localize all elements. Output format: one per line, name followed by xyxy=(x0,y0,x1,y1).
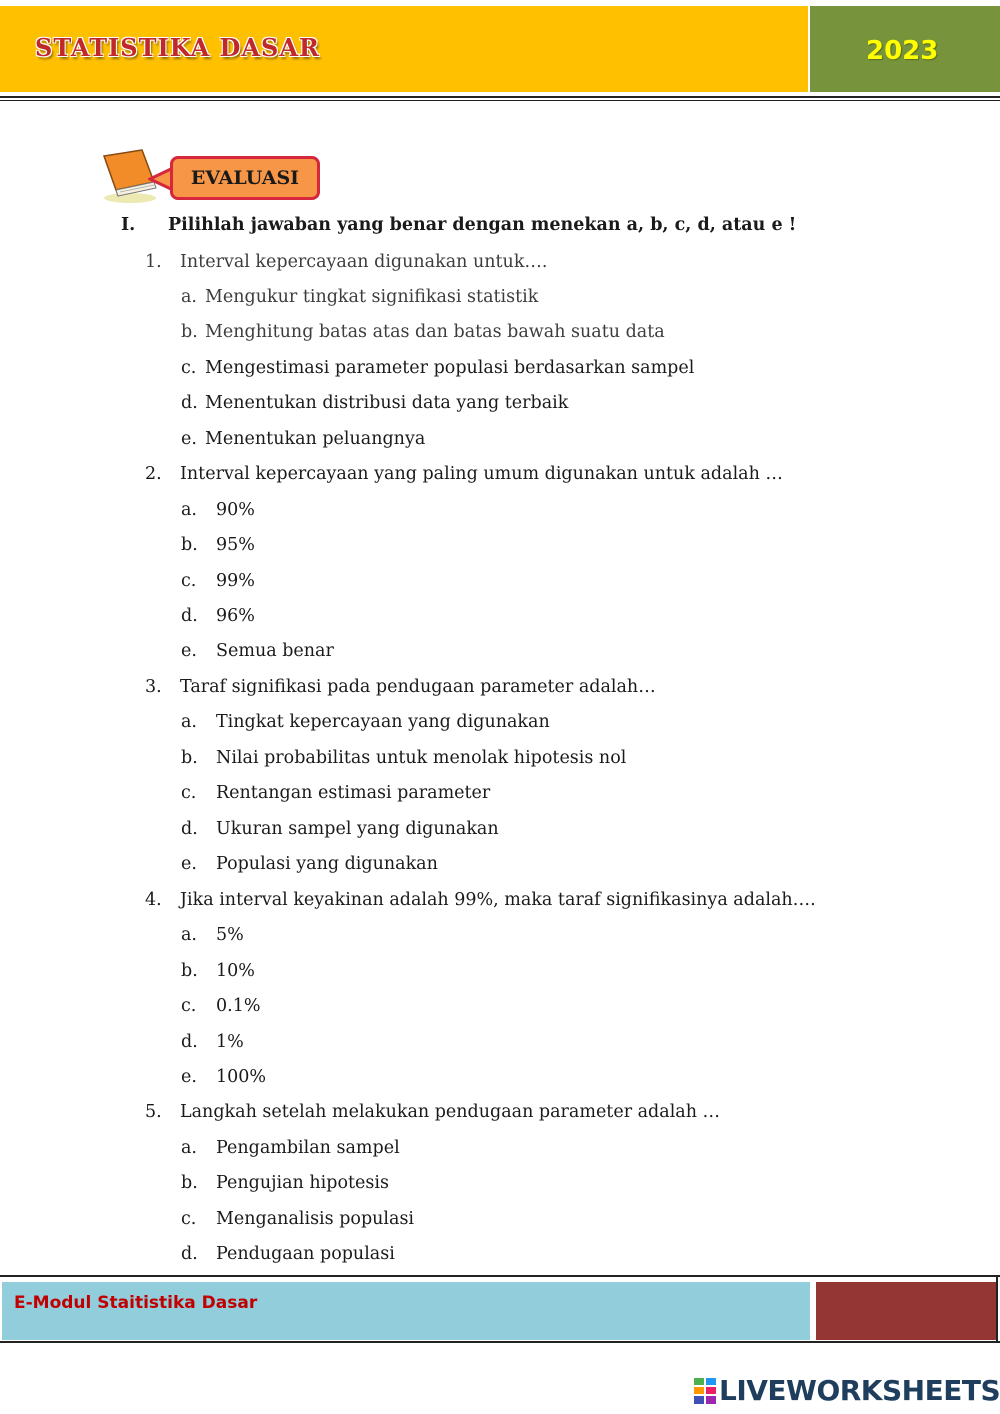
question-text: Interval kepercayaan yang paling umum digunakan untuk adalah … xyxy=(180,464,783,484)
option-text: Populasi yang digunakan xyxy=(216,854,438,874)
question-number: 2. xyxy=(145,464,162,484)
option-text: 5% xyxy=(216,925,244,945)
option-letter: e. xyxy=(181,429,197,449)
option-text: Mengukur tingkat signifikasi statistik xyxy=(205,287,539,307)
option-letter: b. xyxy=(181,1173,198,1193)
instruction-number: I. xyxy=(121,215,136,235)
option-letter: e. xyxy=(181,854,197,874)
option-text: Menganalisis populasi xyxy=(216,1209,415,1229)
option-text: Pengambilan sampel xyxy=(216,1138,400,1158)
option-text: 100% xyxy=(216,1067,267,1087)
option-letter: b. xyxy=(181,322,198,342)
option-text: 90% xyxy=(216,500,255,520)
option-letter: c. xyxy=(181,783,197,803)
question-text: Taraf signifikasi pada pendugaan parameter adalah… xyxy=(180,677,656,697)
option-letter: e. xyxy=(181,1067,197,1087)
question-number: 1. xyxy=(145,252,162,272)
option-letter: c. xyxy=(181,996,197,1016)
option-letter: c. xyxy=(181,571,197,591)
question-text: Langkah setelah melakukan pendugaan parameter adalah … xyxy=(180,1102,721,1122)
instruction-text: Pilihlah jawaban yang benar dengan menekan a, b, c, d, atau e ! xyxy=(168,215,797,235)
option-text: Nilai probabilitas untuk menolak hipotesis nol xyxy=(216,748,627,768)
option-text: 96% xyxy=(216,606,255,626)
option-letter: c. xyxy=(181,358,197,378)
option-letter: b. xyxy=(181,535,198,555)
option-text: Pendugaan populasi xyxy=(216,1244,395,1264)
option-letter: d. xyxy=(181,1244,198,1264)
header-year: 2023 xyxy=(866,36,939,66)
option-letter: e. xyxy=(181,641,197,661)
liveworksheets-text: LIVEWORKSHEETS xyxy=(719,1374,1000,1407)
footer-border xyxy=(996,1277,998,1341)
option-text: 95% xyxy=(216,535,255,555)
option-text: Pengujian hipotesis xyxy=(216,1173,389,1193)
question-number: 3. xyxy=(145,677,162,697)
page-header xyxy=(0,6,1000,92)
liveworksheets-logo xyxy=(694,1374,1000,1407)
option-letter: d. xyxy=(181,819,198,839)
question-text: Interval kepercayaan digunakan untuk…. xyxy=(180,252,548,272)
page-footer xyxy=(0,1275,1000,1343)
option-letter: a. xyxy=(181,287,197,307)
option-text: Menentukan peluangnya xyxy=(205,429,426,449)
option-letter: c. xyxy=(181,1209,197,1229)
question-text: Jika interval keyakinan adalah 99%, maka taraf signifikasinya adalah…. xyxy=(180,890,816,910)
footer-red-band xyxy=(816,1282,998,1340)
option-text: Menentukan distribusi data yang terbaik xyxy=(205,393,569,413)
option-letter: b. xyxy=(181,748,198,768)
option-text: Ukuran sampel yang digunakan xyxy=(216,819,499,839)
option-text: 0.1% xyxy=(216,996,261,1016)
option-text: Menghitung batas atas dan batas bawah suatu data xyxy=(205,322,665,342)
option-letter: d. xyxy=(181,1032,198,1052)
option-letter: a. xyxy=(181,925,197,945)
option-text: Tingkat kepercayaan yang digunakan xyxy=(216,712,550,732)
section-label: EVALUASI xyxy=(170,156,320,200)
option-letter: a. xyxy=(181,500,197,520)
option-letter: d. xyxy=(181,606,198,626)
option-text: 99% xyxy=(216,571,255,591)
header-title: STATISTIKA DASAR xyxy=(35,33,320,62)
option-letter: d. xyxy=(181,393,198,413)
header-divider xyxy=(0,96,1000,98)
option-letter: b. xyxy=(181,961,198,981)
option-letter: a. xyxy=(181,712,197,732)
option-letter: a. xyxy=(181,1138,197,1158)
option-text: Semua benar xyxy=(216,641,334,661)
option-text: Mengestimasi parameter populasi berdasarkan sampel xyxy=(205,358,695,378)
header-divider-thin xyxy=(0,100,1000,101)
question-number: 5. xyxy=(145,1102,162,1122)
footer-text: E-Modul Staitistika Dasar xyxy=(14,1293,258,1313)
liveworksheets-icon xyxy=(694,1378,716,1404)
question-number: 4. xyxy=(145,890,162,910)
option-text: Rentangan estimasi parameter xyxy=(216,783,491,803)
option-text: 10% xyxy=(216,961,255,981)
option-text: 1% xyxy=(216,1032,244,1052)
